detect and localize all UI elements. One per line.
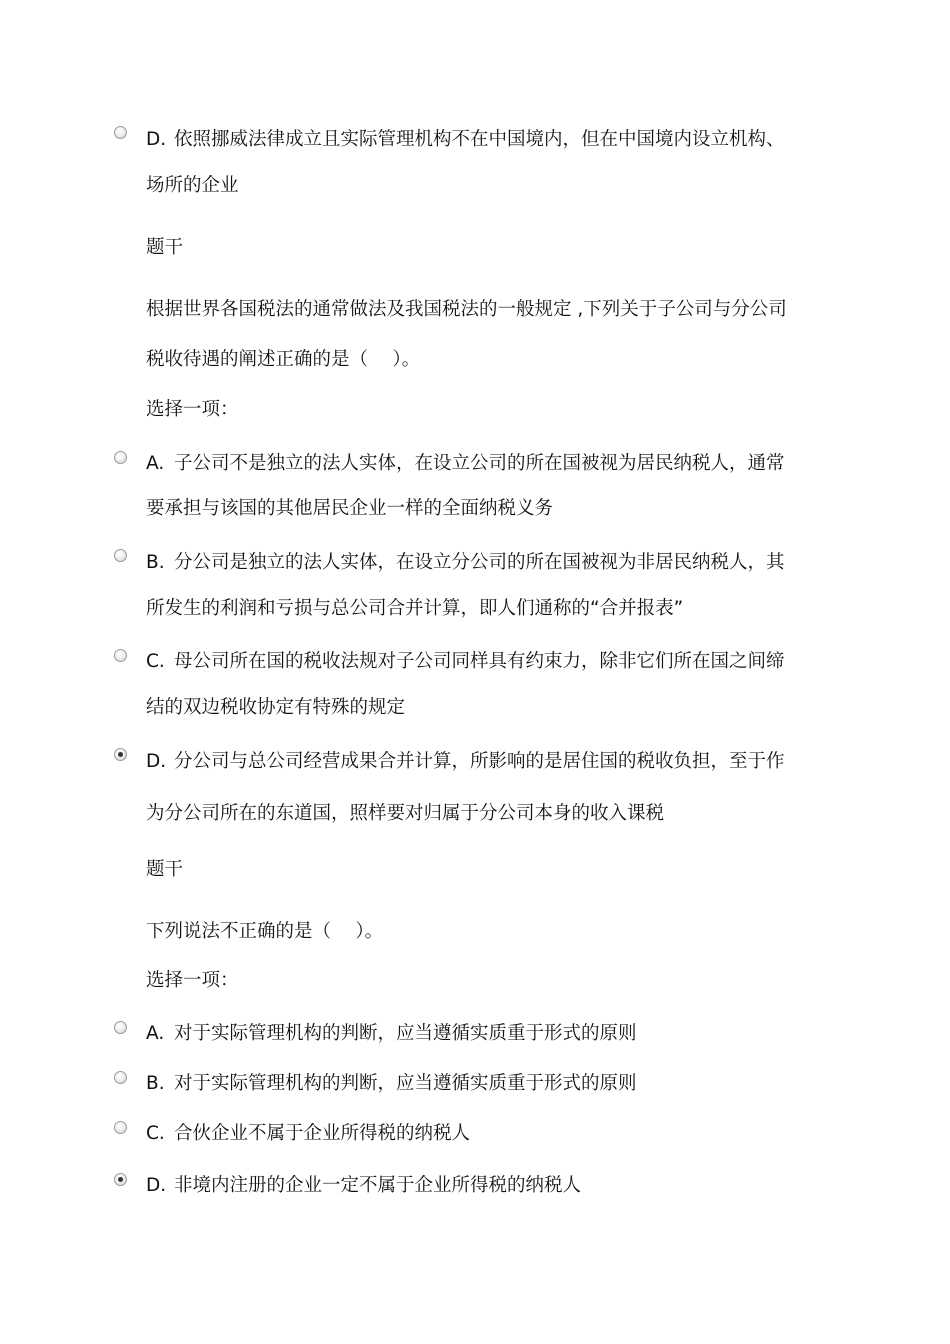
option-text: A. 子公司不是独立的法人实体，在设立公司的所在国被视为居民纳税人，通常 (146, 453, 785, 474)
radio-button[interactable] (114, 1021, 127, 1034)
radio-button[interactable] (114, 649, 127, 662)
option-letter: D. (146, 129, 167, 150)
radio-button[interactable] (114, 1121, 127, 1134)
choose-one-label: 选择一项： (146, 399, 239, 420)
radio-button-checked[interactable] (114, 748, 127, 761)
option-text: D. 分公司与总公司经营成果合并计算，所影响的是居住国的税收负担，至于作 (146, 751, 785, 772)
radio-button[interactable] (114, 549, 127, 562)
question-stem: 下列说法不正确的是（ ）。 (146, 921, 384, 942)
option-text-cont: 所发生的利润和亏损与总公司合并计算，即人们通称的“合并报表” (146, 598, 684, 619)
stem-label: 题干 (146, 237, 184, 258)
option-text: D. 依照挪威法律成立且实际管理机构不在中国境内，但在中国境内设立机构、 (146, 129, 785, 150)
option-text: A. 对于实际管理机构的判断，应当遵循实质重于形式的原则 (146, 1023, 637, 1044)
option-text: B. 对于实际管理机构的判断，应当遵循实质重于形式的原则 (146, 1073, 637, 1094)
radio-button[interactable] (114, 451, 127, 464)
option-text-cont: 要承担与该国的其他居民企业一样的全面纳税义务 (146, 498, 554, 519)
option-text: D. 非境内注册的企业一定不属于企业所得税的纳税人 (146, 1175, 582, 1196)
radio-button[interactable] (114, 1071, 127, 1084)
stem-label: 题干 (146, 859, 184, 880)
question-stem: 根据世界各国税法的通常做法及我国税法的一般规定 ,下列关于子公司与分公司 (146, 299, 787, 320)
option-text: B. 分公司是独立的法人实体，在设立分公司的所在国被视为非居民纳税人，其 (146, 552, 785, 573)
option-text-cont: 场所的企业 (146, 175, 239, 196)
choose-one-label: 选择一项： (146, 970, 239, 991)
option-text: C. 合伙企业不属于企业所得税的纳税人 (146, 1123, 471, 1144)
option-text: C. 母公司所在国的税收法规对子公司同样具有约束力，除非它们所在国之间缔 (146, 651, 785, 672)
question-stem-cont: 税收待遇的阐述正确的是（ ）。 (146, 349, 421, 370)
radio-button-checked[interactable] (114, 1173, 127, 1186)
option-text-cont: 为分公司所在的东道国，照样要对归属于分公司本身的收入课税 (146, 803, 665, 824)
option-text-cont: 结的双边税收协定有特殊的规定 (146, 697, 406, 718)
radio-button[interactable] (114, 126, 127, 139)
